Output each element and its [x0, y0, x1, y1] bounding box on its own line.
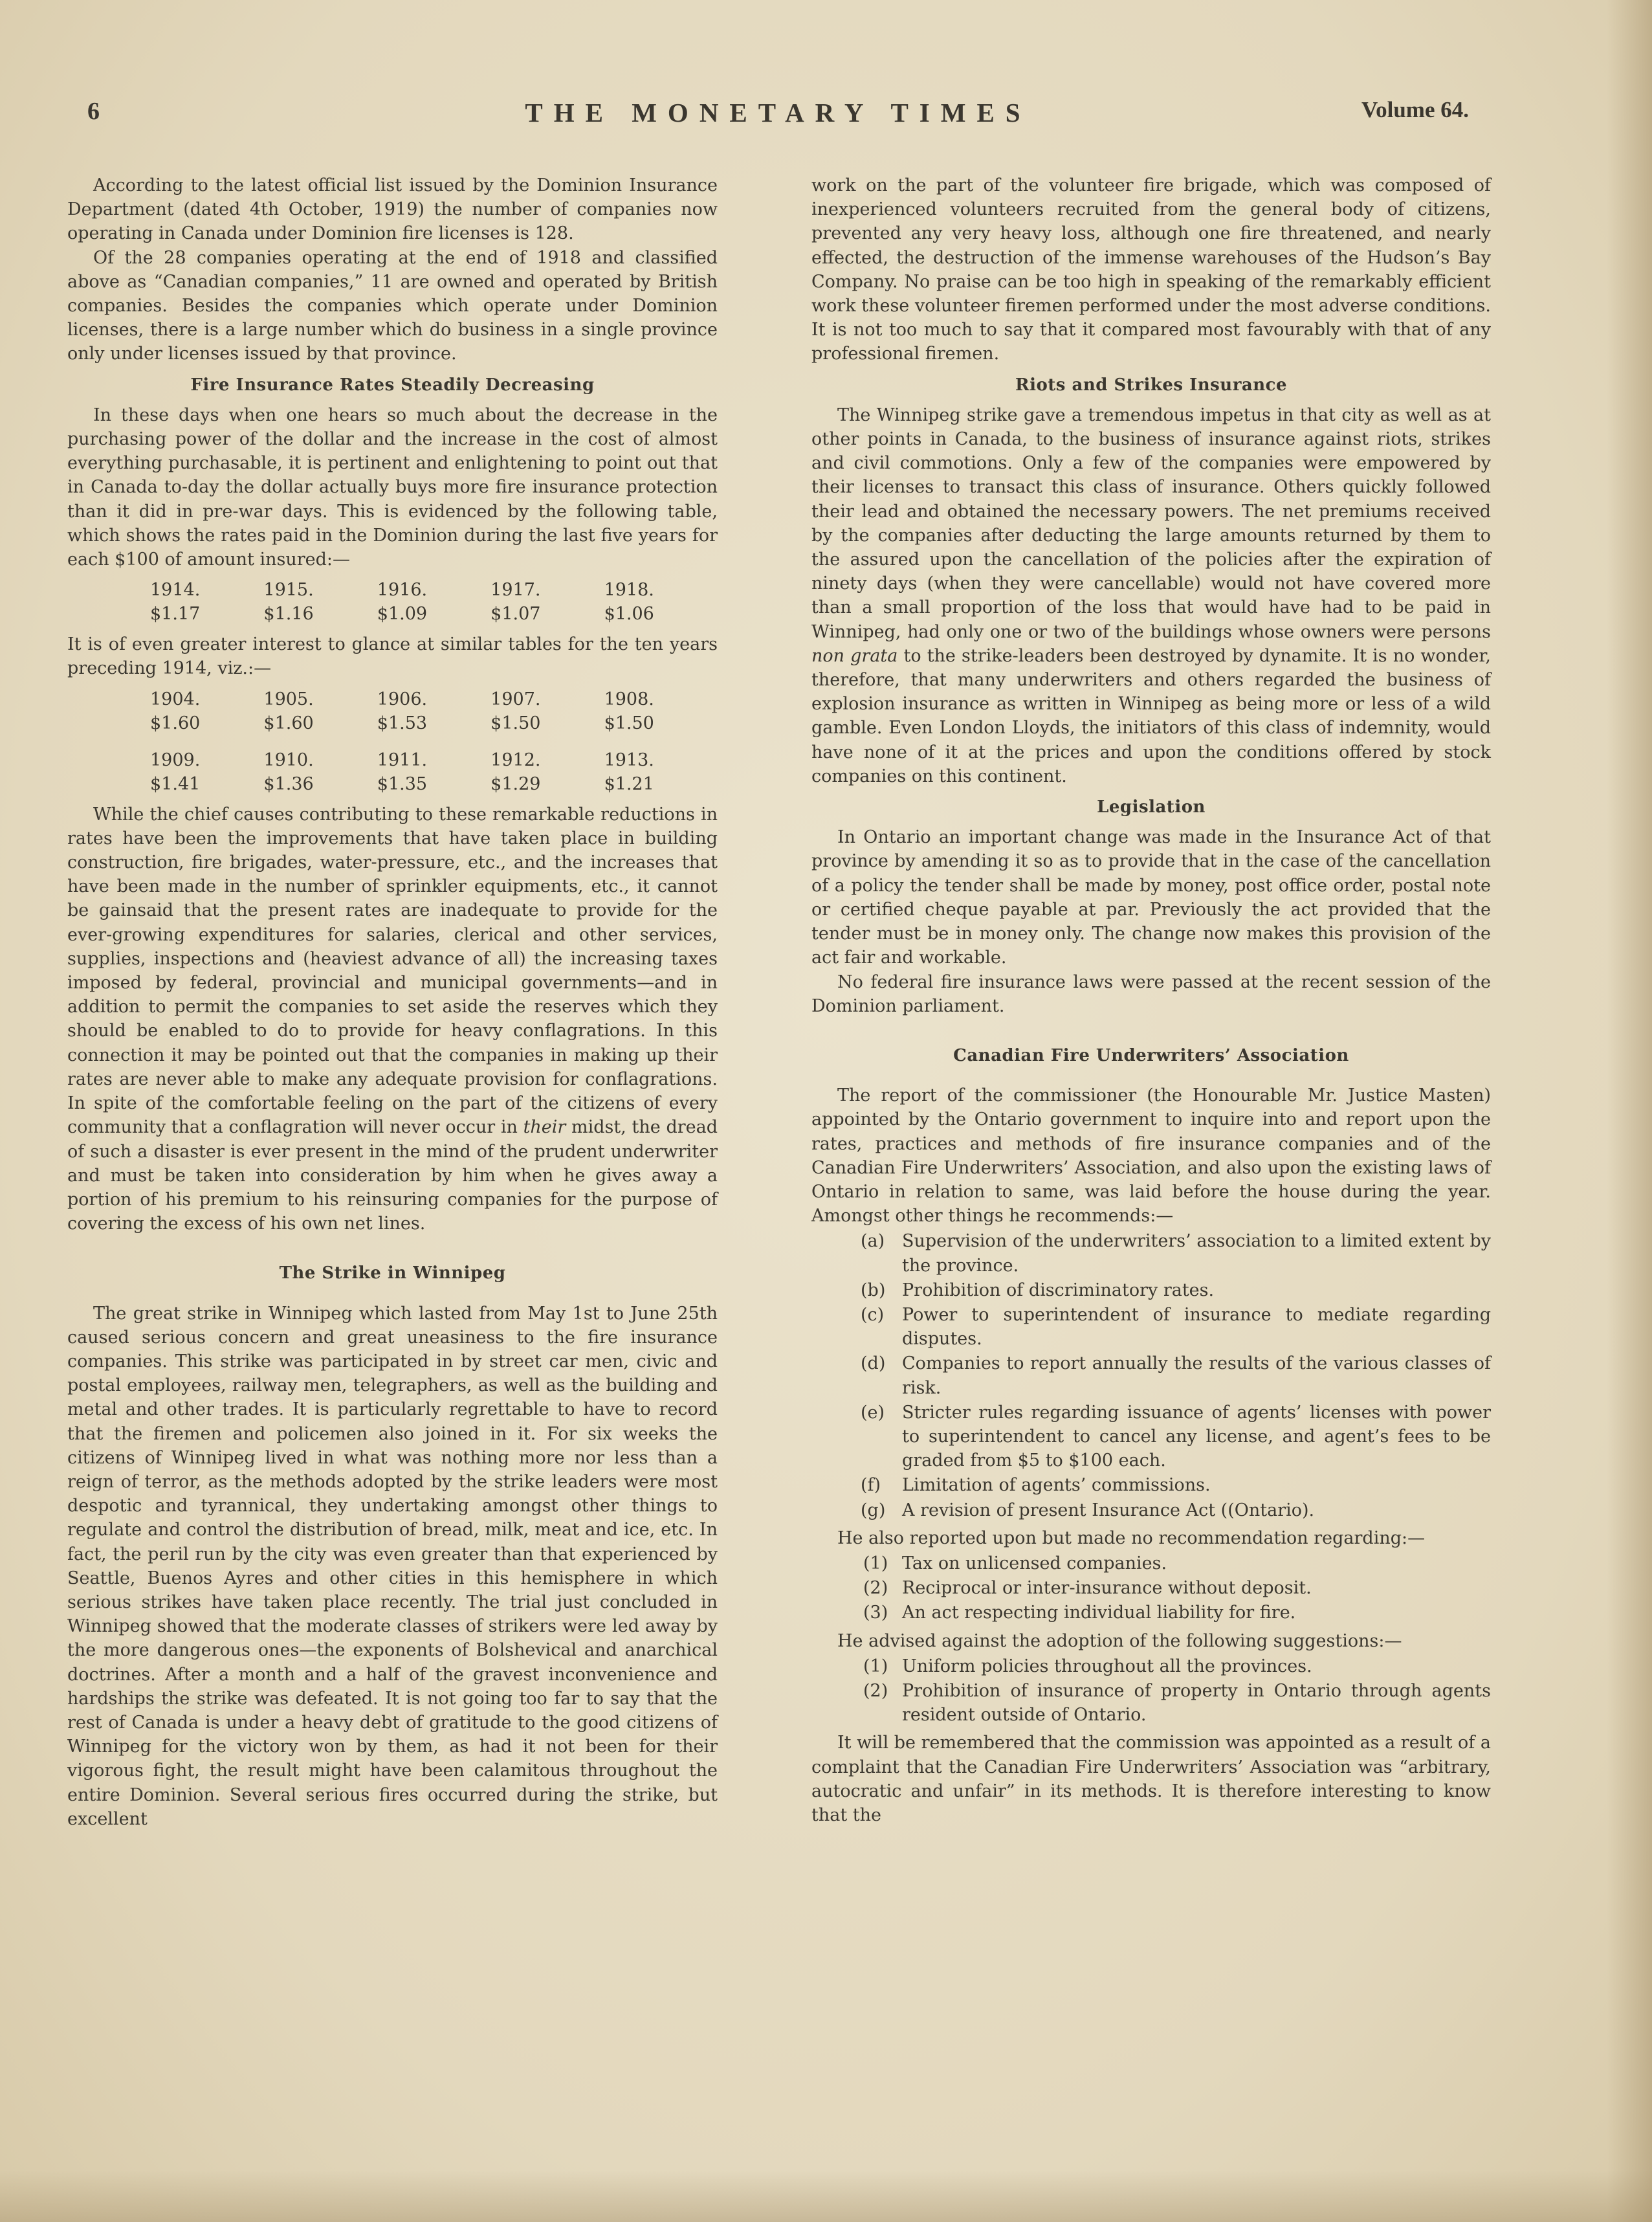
- paragraph: In Ontario an important change was made in the Insurance Act of that province by amending it so as to provide that in the case of the cancellation of a policy the tender shall be made by money, post office order, postal note or certified cheque payable at par. Previously the act provided that the tender must be in money only. The change now makes this provision of the act fair and workable.: [811, 827, 1491, 968]
- list-marker: (f): [861, 1475, 881, 1496]
- table-cell: 1916.: [377, 580, 428, 601]
- list-marker: (g): [861, 1500, 886, 1520]
- page-edge-shadow: [1607, 0, 1652, 2222]
- list-text: Prohibition of discriminatory rates.: [902, 1280, 1215, 1300]
- section-heading: The Strike in Winnipeg: [279, 1263, 506, 1283]
- paragraph: In these days when one hears so much about the decrease in the purchasing power of the dollar and the increase in the cost of almost everything purchasable, it is pertinent and enlightening to point out that in Canada to-day the dollar actually buys more fire insurance protection than it did in pre-war days. This is evidenced by the following table, which shows the rates paid in the Dominion during the last five years for each $100 of amount insured:—: [67, 405, 718, 570]
- table-cell: 1905.: [263, 689, 314, 709]
- table-cell: $1.35: [377, 773, 428, 794]
- section-heading: Canadian Fire Underwriters’ Association: [953, 1045, 1349, 1065]
- list-marker: (e): [861, 1402, 885, 1423]
- table-row: [150, 711, 718, 735]
- paragraph: He advised against the adoption of the following suggestions:—: [837, 1630, 1402, 1651]
- table-cell: $1.60: [263, 713, 314, 733]
- paragraph: work on the part of the volunteer fire brigade, which was composed of inexperienced volunteers recruited from the general body of citizens, prevented any very heavy loss, although one fire threatened, and nearly effected, the destruction of the immense warehouses of the Hudson’s Bay Company. No praise can be too high in speaking of the remarkably efficient work these volunteer firemen performed under the most adverse conditions. It is not too much to say that it compared most favourably with that of any professional firemen.: [811, 175, 1491, 364]
- text-run: to the strike-leaders been destroyed by dynamite. It is no wonder, therefore, that many underwriters and others regarded the business of explosion insurance as written in Winnipeg as being more or less of a wild gamble. Even London Lloyds, the initiators of this class of indemnity, would have none of it at the prices and upon the conditions offered by stock companies on this continent.: [811, 645, 1491, 786]
- paragraph: The great strike in Winnipeg which lasted from May 1st to June 25th caused serious concern and great uneasiness to the fire insurance companies. This strike was participated in by street car men, civic and postal employees, railway men, telegraphers, as well as the building and metal and other trades. It is particularly regrettable to have to record that the firemen and policemen also joined in it. For six weeks the citizens of Winnipeg lived in what was nothing more nor less than a reign of terror, as the methods adopted by the strike leaders were most despotic and tyrannical, they undertaking amongst other things to regulate and control the distribution of bread, milk, meat and ice, etc. In fact, the peril run by the city was even greater than that experienced by Seattle, Buenos Ayres and other cities in this hemisphere in which serious strikes have taken place recently. The trial just concluded in Winnipeg showed that the moderate classes of strikers were led away by the more dangerous ones—the exponents of Bolshevical and anarchical doctrines. After a month and a half of the gravest inconvenience and hardships the strike was defeated. It is not going too far to say that the rest of Canada is under a heavy debt of gratitude to the good citizens of Winnipeg for the victory won by them, as had it not been for their vigorous fight, the result might have been calamitous throughout the entire Dominion. Several serious fires occurred during the strike, but excellent: [67, 1303, 718, 1829]
- paragraph: According to the latest official list issued by the Dominion Insurance Department (dated 4th October, 1919) the number of companies now operating in Canada under Dominion fire licenses is 128.: [67, 175, 718, 244]
- table-cell: 1913.: [604, 750, 654, 770]
- table-cell: $1.60: [150, 713, 201, 733]
- list-marker: (a): [861, 1231, 885, 1252]
- table-cell: 1912.: [490, 750, 541, 770]
- list-item: [811, 1551, 1491, 1575]
- paragraph: The report of the commissioner (the Honourable Mr. Justice Masten) appointed by the Ontario government to inquire into and report upon the rates, practices and methods of fire insurance companies and of the Canadian Fire Underwriters’ Association, and also upon the existing laws of Ontario in relation to same, was laid before the house during the year. Amongst other things he recommends:—: [811, 1085, 1491, 1227]
- section-heading: Fire Insurance Rates Steadily Decreasing: [190, 375, 595, 395]
- list-item: [811, 1351, 1491, 1399]
- list-marker: (3): [863, 1603, 888, 1623]
- paragraph: It is of even greater interest to glance at similar tables for the ten years preceding 1914, viz.:—: [67, 634, 718, 679]
- page-bottom-shadow: [0, 2170, 1652, 2222]
- list-item: [811, 1473, 1491, 1497]
- rates-table-1904-1913: [150, 687, 718, 796]
- table-row: [150, 687, 718, 711]
- running-header: [87, 97, 1469, 136]
- list-item: [811, 1601, 1491, 1625]
- table-cell: 1911.: [377, 750, 428, 770]
- list-item: [811, 1229, 1491, 1277]
- rates-table-1914-1918: [150, 578, 718, 626]
- paragraph: [811, 403, 1491, 788]
- list-text: Tax on unlicensed companies.: [902, 1553, 1167, 1573]
- list-text: Prohibition of insurance of property in Ontario through agents resident outside of Ontario.: [902, 1680, 1491, 1726]
- table-cell: $1.09: [377, 604, 428, 625]
- list-text: Limitation of agents’ commissions.: [902, 1475, 1211, 1496]
- list-item: [811, 1654, 1491, 1678]
- list-marker: (2): [863, 1578, 888, 1599]
- page-number: 6: [87, 98, 100, 125]
- text-run: While the chief causes contributing to these remarkable reductions in rates have been the improvements that have taken place in building construction, fire brigades, water-pressure, etc., and the increases that have been made in the number of sprinkler equipments, etc., it cannot be gainsaid that the present rates are inadequate to provide for the ever-growing expenditures for salaries, clerical and other services, supplies, inspections and (heaviest advance of all) the increasing taxes imposed by federal, provincial and municipal governments—and in addition to permit the companies to set aside the reserves which they should be enabled to do to provide for heavy conflagrations. In this connection it may be pointed out that the companies in making up their rates are never able to make any adequate provision for conflagrations. In spite of the comfortable feeling on the part of the citizens of every community that a conflagration will never occur in: [67, 804, 718, 1138]
- list-item: [811, 1576, 1491, 1600]
- emphasis-text: their: [523, 1117, 566, 1138]
- table-cell: $1.36: [263, 773, 314, 794]
- list-text: An act respecting individual liability for fire.: [902, 1603, 1296, 1623]
- table-cell: $1.50: [604, 713, 654, 733]
- table-cell: 1917.: [490, 580, 541, 601]
- table-cell: 1909.: [150, 750, 201, 770]
- list-text: Reciprocal or inter-insurance without deposit.: [902, 1578, 1312, 1599]
- table-cell: $1.53: [377, 713, 428, 733]
- table-cell: $1.50: [490, 713, 541, 733]
- table-cell: $1.16: [263, 604, 314, 625]
- list-text: Companies to report annually the results of the various classes of risk.: [902, 1353, 1491, 1398]
- table-cell: $1.29: [490, 773, 541, 794]
- list-text: Power to superintendent of insurance to mediate regarding disputes.: [902, 1304, 1491, 1350]
- table-cell: 1907.: [490, 689, 541, 709]
- table-cell: 1906.: [377, 689, 428, 709]
- list-marker: (1): [863, 1553, 888, 1573]
- table-cell: $1.41: [150, 773, 201, 794]
- paragraph: Of the 28 companies operating at the end of 1918 and classified above as “Canadian companies,” 11 are owned and operated by British companies. Besides the companies which operate under Dominion licenses, there is a large number which do business in a single province only under licenses issued by that province.: [67, 247, 718, 364]
- advised-against-list: [811, 1654, 1491, 1728]
- reported-list: [811, 1551, 1491, 1625]
- table-row: [150, 602, 718, 626]
- table-cell: $1.21: [604, 773, 654, 794]
- paragraph: No federal fire insurance laws were passed at the recent session of the Dominion parliament.: [811, 972, 1491, 1016]
- table-cell: 1904.: [150, 689, 201, 709]
- list-marker: (d): [861, 1353, 886, 1374]
- right-column: [811, 173, 1491, 1827]
- list-item: [811, 1679, 1491, 1727]
- text-run: The Winnipeg strike gave a tremendous impetus in that city as well as at other points in Canada, to the business of insurance against riots, strikes and civil commotions. Only a few of the companies were empowered by their licenses to transact this class of insurance. Others quickly followed their lead and obtained the necessary powers. The net premiums received by the companies after deducting the large amounts returned by them to the assured upon the cancellation of the policies after the expiration of ninety days (when they were cancellable) would not have covered more than a small proportion of the loss that would have had to be paid in Winnipeg, had only one or two of the buildings whose owners were persons: [811, 405, 1491, 642]
- table-row: [150, 578, 718, 602]
- list-text: A revision of present Insurance Act ((Ontario).: [902, 1500, 1315, 1520]
- table-cell: $1.07: [490, 604, 541, 625]
- table-cell: 1915.: [263, 580, 314, 601]
- list-marker: (2): [863, 1680, 888, 1701]
- text-run: midst, the dread of such a disaster is ever present in the mind of the prudent underwriter and must be taken into consideration by him when he gives away a portion of his premium to his reinsuring companies for the purpose of covering the excess of his own net lines.: [67, 1117, 718, 1234]
- table-cell: 1918.: [604, 580, 654, 601]
- recommendations-list: [811, 1229, 1491, 1522]
- emphasis-text: non grata: [811, 645, 898, 666]
- table-cell: $1.06: [604, 604, 654, 625]
- table-row: [150, 735, 718, 772]
- volume-label: Volume 64.: [1361, 97, 1469, 122]
- list-marker: (c): [861, 1304, 885, 1325]
- table-cell: $1.17: [150, 604, 201, 625]
- table-cell: 1910.: [263, 750, 314, 770]
- section-heading: Legislation: [1097, 797, 1206, 817]
- list-text: Uniform policies throughout all the provinces.: [902, 1656, 1312, 1676]
- list-item: [811, 1278, 1491, 1302]
- left-column: [67, 173, 718, 1831]
- paragraph: [67, 803, 718, 1236]
- paragraph: He also reported upon but made no recommendation regarding:—: [837, 1528, 1426, 1548]
- paragraph: It will be remembered that the commission was appointed as a result of a complaint that the Canadian Fire Underwriters’ Association was “arbitrary, autocratic and unfair” in its methods. It is therefore interesting to know that the: [811, 1733, 1491, 1825]
- list-item: [811, 1401, 1491, 1473]
- list-item: [811, 1303, 1491, 1351]
- list-text: Supervision of the underwriters’ association to a limited extent by the province.: [902, 1231, 1491, 1276]
- list-text: Stricter rules regarding issuance of agents’ licenses with power to superintendent to cancel any license, and agent’s fees to be graded from $5 to $100 each.: [902, 1402, 1491, 1471]
- list-marker: (b): [861, 1280, 886, 1300]
- publication-title: THE MONETARY TIMES: [525, 98, 1031, 128]
- table-cell: 1908.: [604, 689, 654, 709]
- table-cell: 1914.: [150, 580, 201, 601]
- list-item: [811, 1498, 1491, 1522]
- table-row: [150, 772, 718, 796]
- section-heading: Riots and Strikes Insurance: [1015, 375, 1288, 395]
- list-marker: (1): [863, 1656, 888, 1676]
